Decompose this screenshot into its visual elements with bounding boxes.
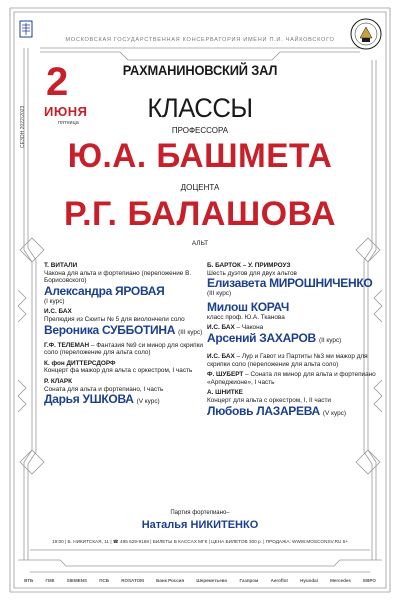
composer: И.С. БАХ xyxy=(207,324,235,332)
program-item xyxy=(44,360,216,375)
performer-note: (II курс) xyxy=(318,336,342,344)
program-right-column xyxy=(207,262,377,423)
performer-name: Елизавета МИРОШНИЧЕНКО xyxy=(207,276,373,291)
performer-note: (V курс) xyxy=(322,409,346,417)
program-item xyxy=(44,342,216,357)
event-info-line: 19:00 | Б. НИКИТСКАЯ, 11 | ☎ 495 629-9168 | БИЛЕТЫ В КАССАХ МГК | ЦЕНА БИЛЕТОВ 300 р. | ПРОДАЖА: WWW.MOSCONSV.RU 6+ xyxy=(51,539,349,544)
sponsor-logo: ПСБ xyxy=(99,578,110,583)
piece-description: Шесть дуэтов для двух альтов xyxy=(207,269,297,277)
sponsor-logo: Шереметьево xyxy=(196,578,228,583)
program-item xyxy=(207,353,377,368)
sponsor-logo: ROSATOM xyxy=(121,578,144,583)
composer: К. фон ДИТТЕРСДОРФ xyxy=(44,359,116,367)
performer-name xyxy=(44,324,216,339)
program-item xyxy=(207,389,377,419)
piece-description: – Соната ля минор для альта и фортепиано «Арпеджионе», I часть xyxy=(207,371,376,386)
program-item xyxy=(44,262,216,305)
composer: Г.Ф. ТЕЛЕМАН xyxy=(44,341,90,349)
program-item xyxy=(207,371,377,386)
program-item xyxy=(44,378,216,408)
professor-name: Ю.А. БАШМЕТА xyxy=(67,137,333,175)
composer: Р. КЛАРК xyxy=(44,377,73,385)
program-item xyxy=(44,308,216,338)
sponsor-logo: SIEMENS xyxy=(66,578,88,583)
performer-name: Александра ЯРОВАЯ xyxy=(44,283,165,298)
piece-description: Прелюдия из Сюиты № 5 для виолончели соло xyxy=(44,315,185,323)
date-month: ИЮНЯ xyxy=(44,104,88,119)
performer-note: (V курс) xyxy=(136,398,160,406)
docent-label: ДОЦЕНТА xyxy=(180,183,220,192)
piece-description: – Чакона xyxy=(236,324,264,332)
performer-name xyxy=(44,393,216,408)
professor-label: ПРОФЕССОРА xyxy=(171,126,229,135)
instrument-label: АЛЬТ xyxy=(191,240,209,247)
piece-description: Чакона для альта и фортепиано (переложение В. Борисовского) xyxy=(44,269,192,285)
sponsor-logo: ЕВРО xyxy=(363,578,376,583)
date-day: 2 xyxy=(46,60,69,104)
docent-name: Р.Г. БАЛАШОВА xyxy=(64,195,336,233)
piece-description: Концерт фа мажор для альта с оркестром, I часть xyxy=(44,367,193,375)
composer: И.С. БАХ xyxy=(44,308,72,316)
performer-name xyxy=(207,405,377,420)
conservatory-emblem-icon xyxy=(19,20,33,38)
piece-description: – Лур и Гавот из Партиты №3 ми мажор для скрипки соло (переложение для альта соло) xyxy=(207,352,368,368)
performer-name-text: Вероника СУББОТИНА xyxy=(44,322,176,337)
piece-description: Концерт для альта с оркестром, I, II части xyxy=(207,396,331,404)
sponsor-logo: Банк Россия xyxy=(156,578,185,583)
program-item xyxy=(207,262,377,298)
program-item xyxy=(207,301,377,322)
date-weekday: пятница xyxy=(58,120,79,126)
sponsor-logo: Aeroflot xyxy=(270,578,288,583)
performer-name: Милош КОРАЧ xyxy=(207,299,289,314)
pianist-name: Наталья НИКИТЕНКО xyxy=(141,519,259,531)
performer-name xyxy=(207,332,377,347)
performer-name-text: Любовь ЛАЗАРЕВА xyxy=(207,403,320,418)
classes-heading: КЛАССЫ xyxy=(147,93,253,123)
performer-note: (III курс) xyxy=(207,290,232,298)
performer-note: (I курс) xyxy=(44,297,65,305)
sponsor-logo: Газпром xyxy=(239,578,259,583)
pianist-label: Партия фортепиано– xyxy=(170,510,230,516)
performer-note: (III курс) xyxy=(178,328,203,336)
performer-note: класс проф. Ю.А. Тканова xyxy=(207,313,285,321)
anniversary-seal-icon xyxy=(350,18,382,50)
sponsor-logos xyxy=(18,578,382,583)
composer: Т. ВИТАЛИ xyxy=(44,262,78,269)
performer-name-text: Дарья УШКОВА xyxy=(44,392,134,407)
sponsor-logo: Mercedes xyxy=(330,578,351,583)
sponsor-logo: Hyundai xyxy=(300,578,318,583)
program-item xyxy=(207,324,377,347)
sponsor-logo: ВТБ xyxy=(24,578,34,583)
piece-description: Соната для альта и фортепиано, I часть xyxy=(44,385,164,393)
conservatory-name: МОСКОВСКАЯ ГОСУДАРСТВЕННАЯ КОНСЕРВАТОРИЯ ИМЕНИ П.И. ЧАЙКОВСКОГО xyxy=(65,37,335,43)
composer: Б. БАРТОК – У. ПРИМРОУЗ xyxy=(207,262,291,269)
program-left-column xyxy=(44,262,216,411)
piece-description: – Фантазия №9 си минор для скрипки соло (переложение для альта соло) xyxy=(44,341,203,357)
season-label: СЕЗОН 2022/2023 xyxy=(20,105,26,148)
hall-name: РАХМАНИНОВСКИЙ ЗАЛ xyxy=(122,62,278,78)
sponsor-logo: ГМК xyxy=(45,578,55,583)
composer: А. ШНИТКЕ xyxy=(207,389,243,397)
performer-name-text: Арсений ЗАХАРОВ xyxy=(207,330,316,345)
composer: И.С. БАХ xyxy=(207,352,235,360)
composer: Ф. ШУБЕРТ xyxy=(207,371,244,379)
